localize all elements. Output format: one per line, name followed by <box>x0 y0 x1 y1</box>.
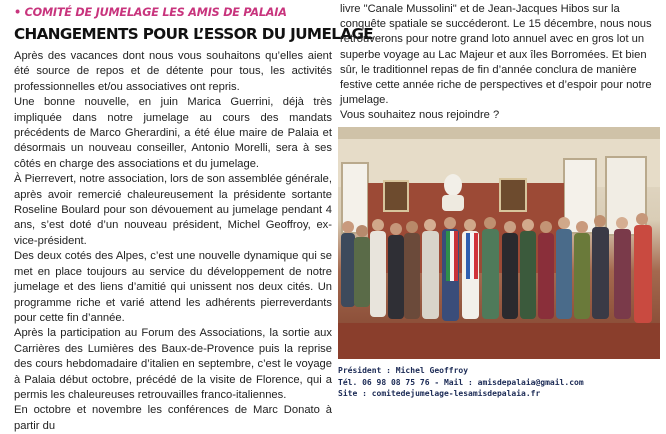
paragraph-conferences-end: livre "Canale Mussolini" et de Jean-Jacques Hibos sur la conquête spatiale se succéderont. Le 15 décembre, nous nous retrouverons pour notre grand loto annuel avec en gros lot un superbe voyage au Lac Majeur et aux îles Borromées. Et bien sûr, le traditionnel repas de fin d’année conclura de manière festive cette année riche de perspectives et d’espoir pour notre jumelage. <box>340 3 652 107</box>
article-body-left <box>14 49 332 434</box>
paragraph-activities: Après la participation au Forum des Associations, la sortie aux Carrières des Lumières des Baux-de-Provence puis la reprise des cours hebdomadaire d’italien en septembre, c’est le voyage à Palaia début octobre, précédé de la visite de Florence, qui a permis les chaleureuses retrouvailles franco-italiennes. <box>14 327 332 401</box>
site-line: Site : comitedejumelage-lesamisdepalaia.fr <box>338 389 541 398</box>
paragraph-dynamic: Des deux cotés des Alpes, c’est une nouvelle dynamique qui se met en place toujours au service du développement de notre jumelage et des liens d’amitié qui unissent nos deux cités. Un programme riche et varié attend les adhérents pierreverdants pour cette fin d’année. <box>14 250 332 324</box>
group-photo-illustration <box>338 127 660 359</box>
paragraph-conferences-start: En octobre et novembre les conférences de Marc Donato à partir du <box>14 404 332 432</box>
paragraph-intro: Après des vacances dont nous vous souhaitons qu’elles aient été source de repos et de détente pour tous, les activités professionnelles et/ou associatives ont repris. <box>14 50 332 93</box>
group-photo <box>338 127 660 359</box>
contact-credits <box>338 365 660 400</box>
left-column <box>14 0 374 434</box>
contact-line: Tél. 06 98 08 75 76 - Mail : amisdepalaia@gmail.com <box>338 377 584 387</box>
section-label: • COMITÉ DE JUMELAGE LES AMIS DE PALAIA <box>14 6 287 19</box>
right-column <box>340 0 660 124</box>
paragraph-pierrevert-assembly: À Pierrevert, notre association, lors de son assemblée générale, après avoir remercié chaleureusement la présidente sortante Roseline Boulard pour son dévouement au jumelage pendant 4 ans, s’est doté d’un nouveau président, Michel Geoffroy, ex-vice-président. <box>14 173 332 247</box>
article-headline: CHANGEMENTS POUR L’ESSOR DU JUMELAGE <box>14 25 374 43</box>
article-body-right <box>340 0 660 124</box>
paragraph-join-question: Vous souhaitez nous rejoindre ? <box>340 109 500 122</box>
paragraph-palaia-news: Une bonne nouvelle, en juin Marica Guerrini, déjà très impliquée dans notre jumelage au cours des mandats précédents de Marco Gherardini, a été élue maire de Palaia et désormais un nouveau conseiller, Antonio Morelli, sera à ses côtés en charge des associations et du jumelage. <box>14 96 332 170</box>
president-line: Président : Michel Geoffroy <box>338 366 469 375</box>
